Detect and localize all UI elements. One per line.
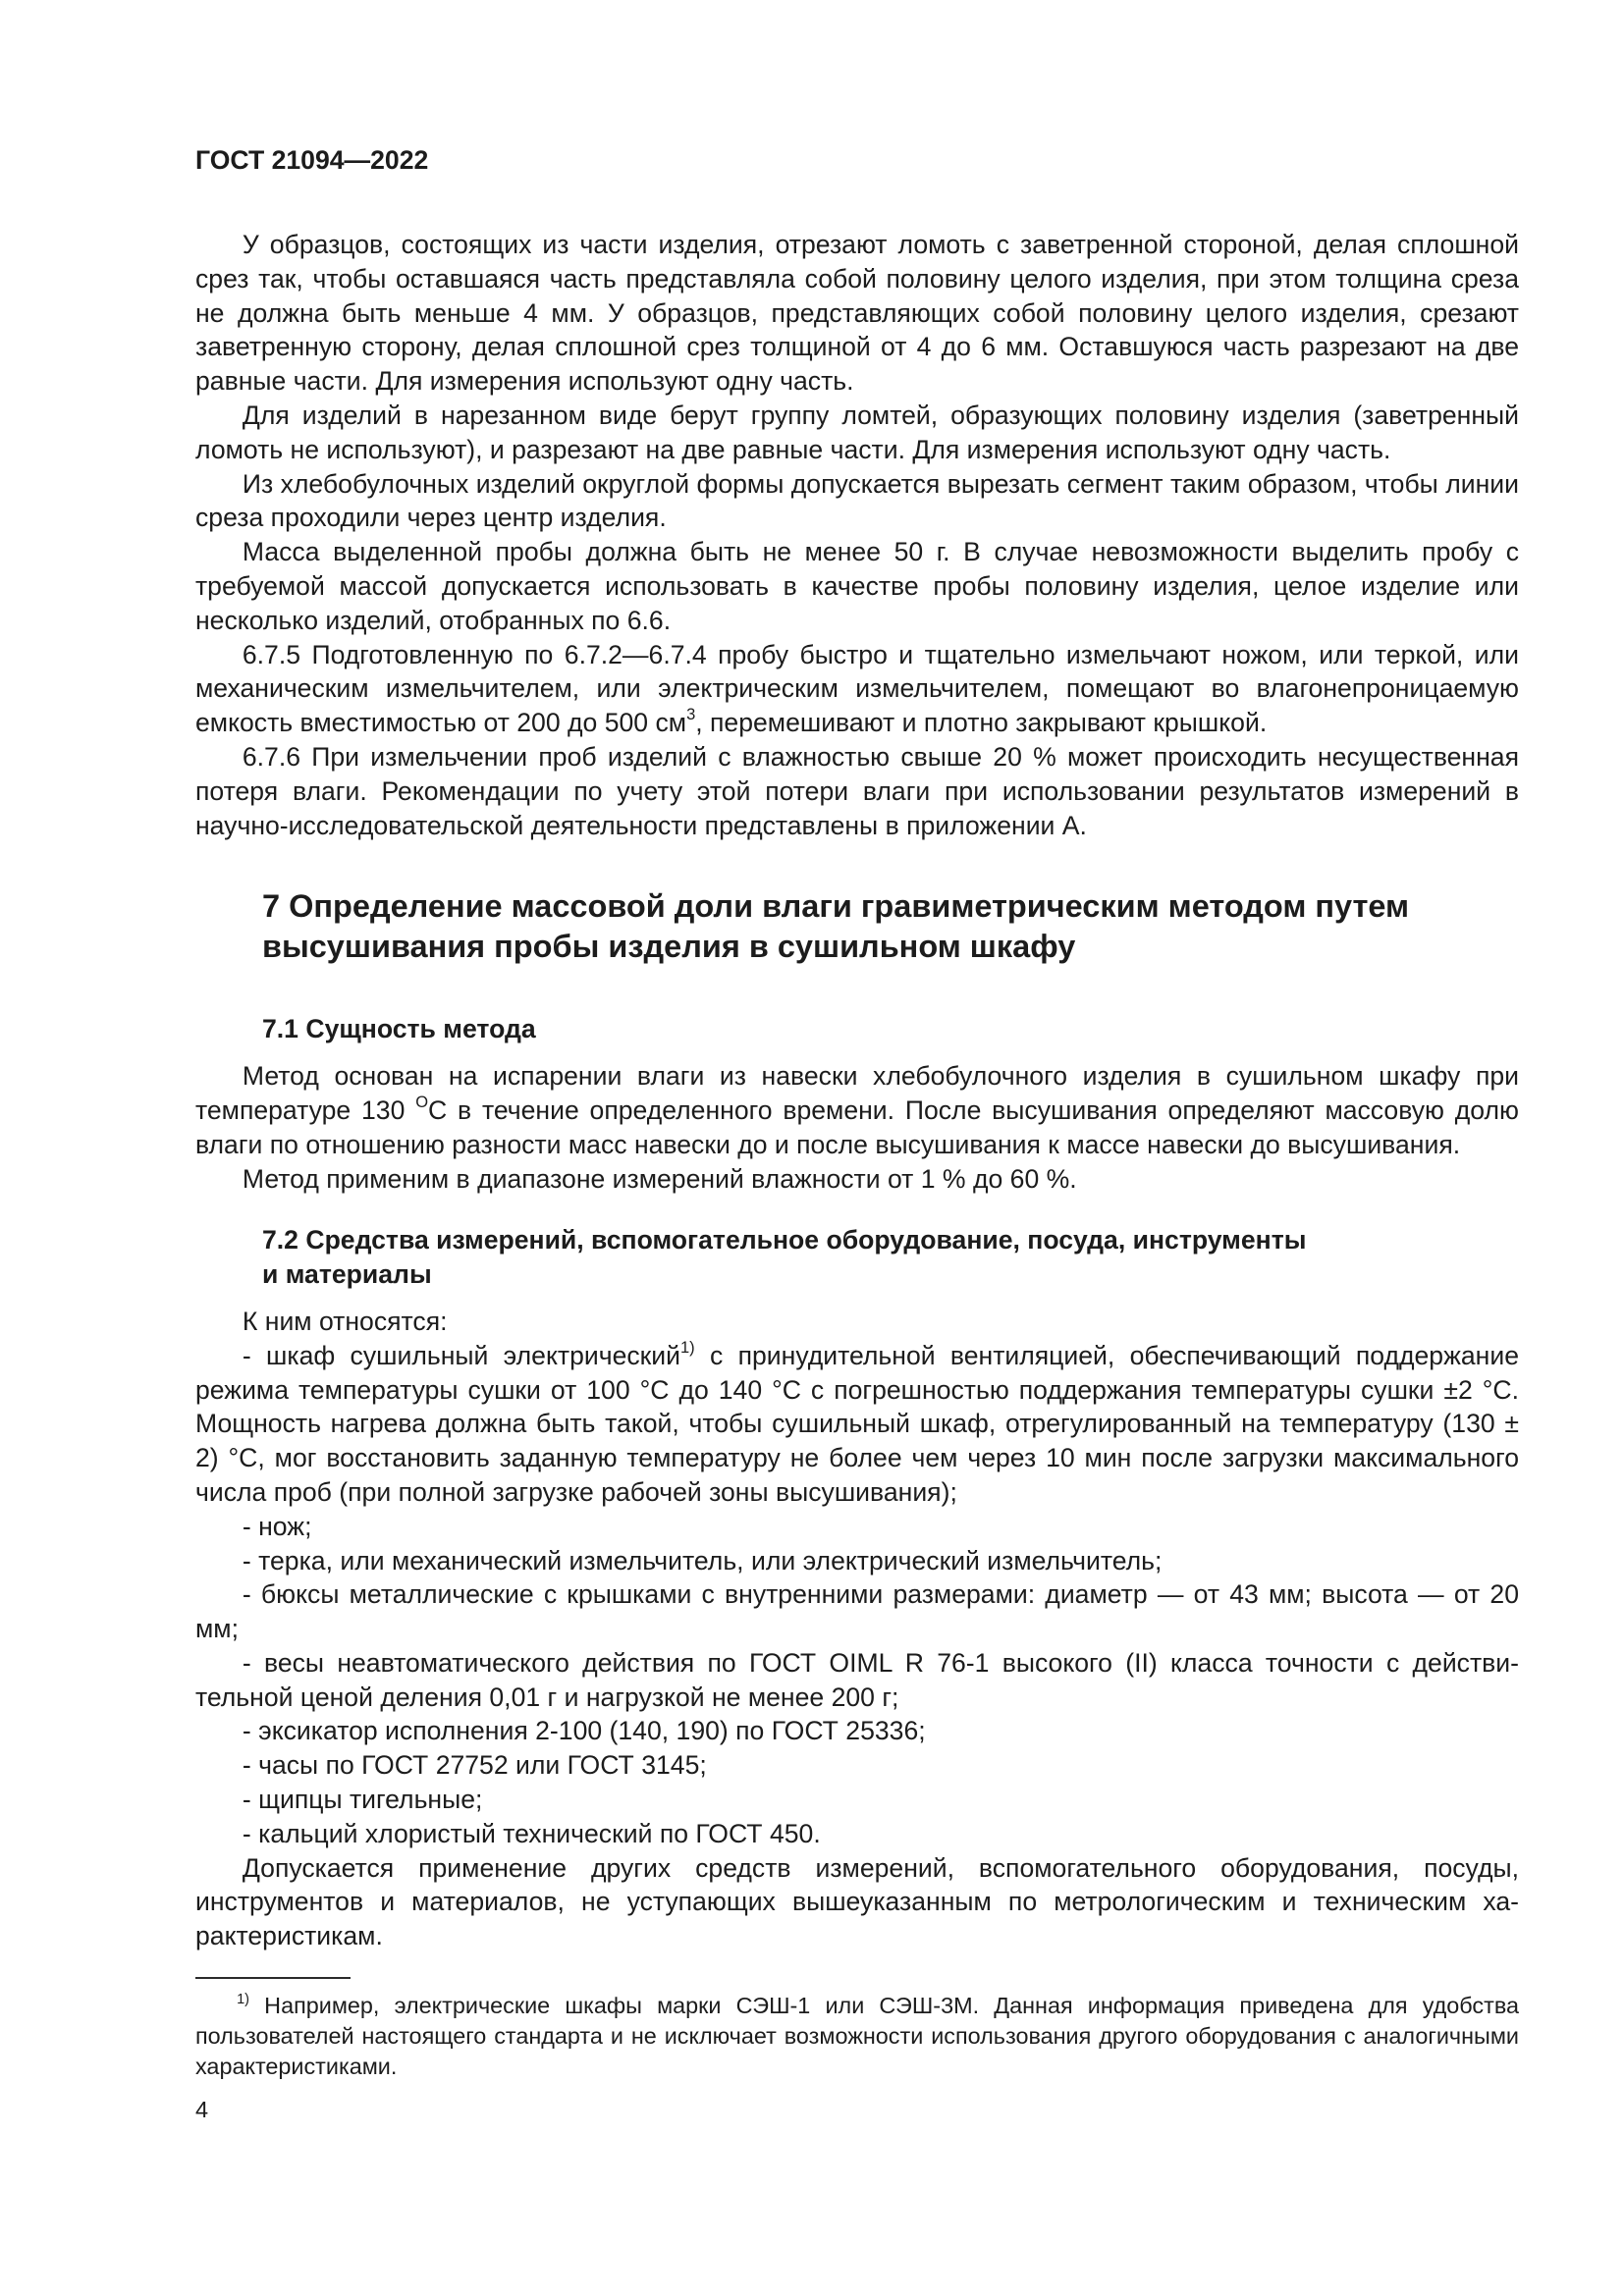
paragraph-method-principle <box>195 1059 1519 1161</box>
subsection-7-2-title-line2: и материалы <box>262 1259 432 1290</box>
list-item: - эксикатор исполнения 2-100 (140, 190) по ГОСТ 25336; <box>242 1716 926 1746</box>
list-item: - весы неавтоматического действия по ГОСТ OIML R 76-1 высокого (II) класса точности с действительной ценой деления 0,01 г и нагрузкой не менее 200 г; <box>195 1647 1519 1712</box>
footnote-separator <box>195 1977 351 1979</box>
paragraph-round-products: Из хлебобулочных изделий округлой формы допускается вырезать сегмент таким образом, чтобы линии среза проходили через центр изделия. <box>195 468 1519 533</box>
subsection-7-2-title <box>262 1223 1519 1292</box>
list-item: - кальций хлористый технический по ГОСТ 450. <box>242 1818 821 1848</box>
footnote-marker: 1) <box>237 1991 250 2007</box>
subsection-7-1-title: 7.1 Сущность метода <box>262 1014 536 1044</box>
method-text-end: С в течение определенного времени. После высушивания определяют массовую долю влаги по отношению разности масс навески до и после высушивания к массе навески до высушивания. <box>195 1095 1519 1159</box>
cubic-superscript: 3 <box>686 706 696 724</box>
paragraph-alternatives: Допускается применение других средств измерений, вспомогательного оборудования, посуды, инструментов и материалов, не уступающих вышеуказанным по метрологическим и техническим характеристикам. <box>195 1852 1519 1951</box>
section-7-title-line1: 7 Определение массовой доли влаги гравиметрическим методом путем <box>262 888 1410 925</box>
paragraph-sample-mass: Масса выделенной пробы должна быть не менее 50 г. В случае невозможности выделить пробу с требуемой массой допускается использовать в качестве пробы половину изделия, целое изделие или несколько изделий, отобранных по 6.6. <box>195 537 1519 635</box>
document-page <box>195 143 1519 2124</box>
page-number: 4 <box>195 2097 209 2123</box>
oven-text: - шкаф сушильный электрический <box>242 1340 681 1370</box>
section-7-title <box>262 886 1519 967</box>
list-item: - бюксы металлические с крышками с внутренними размерами: диаметр — от 43 мм; высота — от 20 мм; <box>195 1579 1519 1644</box>
list-item: - нож; <box>242 1511 312 1541</box>
subsection-7-2-title-line1: 7.2 Средства измерений, вспомогательное оборудование, посуда, инструменты <box>262 1225 1307 1255</box>
p675-text: 6.7.5 Подготовленную по 6.7.2—6.7.4 пробу быстро и тщательно измельчают ножом, или теркой, или механическим измельчителем, или электрическим измельчителем, помещают во влагонепроницаемую емкость вместимостью от 200 до 500 см <box>195 639 1519 738</box>
section-7-title-line2: высушивания пробы изделия в сушильном шкафу <box>262 929 1076 965</box>
document-header: ГОСТ 21094—2022 <box>195 145 429 175</box>
p675-text-end: , перемешивают и плотно закрывают крышкой. <box>695 708 1268 738</box>
list-item-drying-oven <box>195 1339 1519 1510</box>
paragraph-6-7-6: 6.7.6 При измельчении проб изделий с влажностью свыше 20 % может происходить несущественная потеря влаги. Рекомендации по учету этой потери влаги при использовании результатов измерений в научно-исследовательской деятельности представлены в приложении А. <box>195 741 1519 840</box>
paragraph-sliced-products: Для изделий в нарезанном виде берут группу ломтей, образующих половину изделия (заветренный ломоть не используют), и разрезают на две равные части. Для измерения используют одну часть. <box>195 400 1519 464</box>
paragraph-method-range: Метод применим в диапазоне измерений влажности от 1 % до 60 %. <box>242 1163 1077 1194</box>
paragraph-sample-part: У образцов, состоящих из части изделия, отрезают ломоть с заветренной стороной, делая сплошной срез так, чтобы оставшаяся часть представляла собой половину целого изделия, при этом толщина среза не должна быть меньше 4 мм. У образцов, представляющих собой половину целого изделия, срезают заветренную сторону, делая сплошной срез толщиной от 4 до 6 мм. Оставшуюся часть разрезают на две равные части. Для измерения используют одну часть. <box>195 230 1519 397</box>
oven-text-end: с принудительной вентиляцией, обеспечивающий поддержание режима температуры сушки от 100 °С до 140 °С с погрешностью поддержания температуры сушки ±2 °С. Мощность нагрева должна быть такой, чтобы сушильный шкаф, отрегулированный на температуру (130 ± 2) °С, мог восстановить заданную температуру не более чем через 10 мин после загрузки максимального числа проб (при полной загрузке рабочей зоны высушивания); <box>195 1340 1519 1507</box>
footnote-text <box>195 1991 1519 2081</box>
method-text: Метод основан на испарении влаги из навески хлебобулочного изделия в сушильном шкафу при температуре 130 <box>195 1061 1519 1125</box>
footnote-body: Например, электрические шкафы марки СЭШ-1 или СЭШ-3М. Данная информация приведена для удобства пользователей настоящего стандарта и не исключает возможности использования другого оборудования с аналогичными характеристиками. <box>195 1993 1519 2079</box>
degree-superscript: О <box>415 1094 429 1112</box>
list-item: - щипцы тигельные; <box>242 1785 483 1815</box>
list-item: - часы по ГОСТ 27752 или ГОСТ 3145; <box>242 1750 707 1781</box>
equipment-list <box>195 1339 1519 1851</box>
footnote <box>195 1991 1519 2081</box>
footnote-ref: 1) <box>680 1338 695 1357</box>
paragraph-6-7-5 <box>195 638 1519 740</box>
paragraph-list-intro: К ним относятся: <box>242 1306 448 1336</box>
list-item: - терка, или механический измельчитель, или электрический измельчитель; <box>242 1545 1163 1575</box>
